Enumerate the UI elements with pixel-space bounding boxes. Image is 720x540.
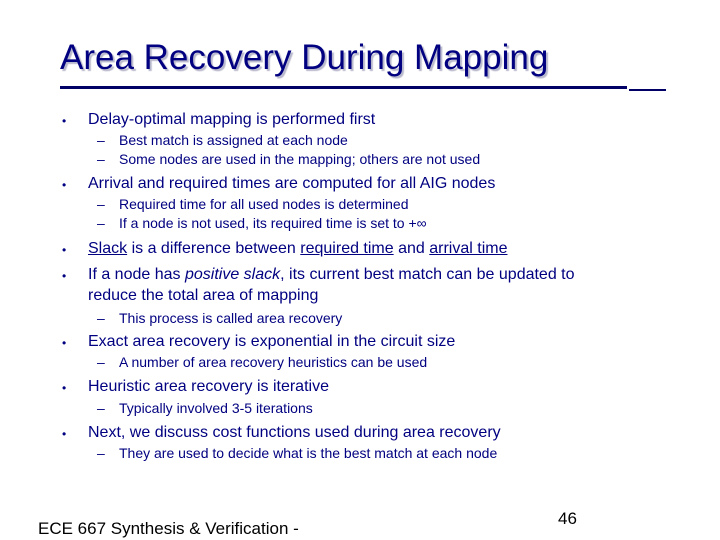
bullet-marker: • (62, 243, 67, 257)
dash-marker: – (97, 215, 105, 231)
text-fragment: is a difference between (127, 240, 301, 257)
bullet-delay-optimal-mapping: Delay-optimal mapping is performed first (88, 111, 376, 128)
dash-marker: – (97, 310, 105, 326)
sub-bullet-decide-best-match (97, 445, 497, 461)
term-positive-slack: positive slack (184, 266, 281, 283)
bullet-cost-functions: Next, we discuss cost functions used during area recovery (88, 424, 501, 441)
sub-bullet-required-time-unused (97, 215, 427, 231)
bullet-marker: • (62, 269, 67, 283)
bullet-slack-definition (88, 240, 507, 258)
term-arrival-time: arrival time (429, 240, 508, 257)
sub-bullet-iterations (97, 400, 313, 416)
sub-bullet-text: Required time for all used nodes is determined (119, 196, 409, 212)
sub-bullet-text: Some nodes are used in the mapping; others are not used (119, 151, 481, 167)
bullet-positive-slack (88, 266, 575, 284)
sub-bullet-text: Best match is assigned at each node (119, 132, 348, 148)
sub-bullet-text: They are used to decide what is the best match at each node (119, 445, 498, 461)
dash-marker: – (97, 151, 105, 167)
sub-bullet-text: Typically involved 3-5 iterations (119, 400, 313, 416)
dash-marker: – (97, 445, 105, 461)
text-fragment: If a node has (88, 266, 185, 283)
slide-title: Area Recovery During Mapping (60, 38, 549, 77)
slide-footer: ECE 667 Synthesis & Verification - (38, 519, 299, 538)
dash-marker: – (97, 400, 105, 416)
bullet-arrival-required-times: Arrival and required times are computed for all AIG nodes (88, 175, 496, 192)
bullet-exact-area-recovery: Exact area recovery is exponential in the circuit size (88, 333, 456, 350)
dash-marker: – (97, 354, 105, 370)
page-number: 46 (558, 509, 577, 528)
title-underline (60, 86, 627, 89)
sub-bullet-text: A number of area recovery heuristics can be used (119, 354, 428, 370)
sub-bullet-text: If a node is not used, its required time is set to +∞ (119, 215, 427, 231)
bullet-marker: • (62, 178, 67, 192)
bullet-marker: • (62, 336, 67, 350)
bullet-marker: • (62, 381, 67, 395)
bullet-positive-slack-continuation: reduce the total area of mapping (88, 287, 319, 304)
sub-bullet-nodes-used (97, 151, 480, 167)
text-fragment: and (393, 240, 430, 257)
bullet-marker: • (62, 427, 67, 441)
sub-bullet-text: This process is called area recovery (119, 310, 343, 326)
sub-bullet-required-time-used (97, 196, 409, 212)
term-required-time: required time (300, 240, 394, 257)
dash-marker: – (97, 132, 105, 148)
dash-marker: – (97, 196, 105, 212)
bullet-heuristic-iterative: Heuristic area recovery is iterative (88, 378, 329, 395)
title-underline-tail (629, 89, 666, 91)
sub-bullet-area-recovery (97, 310, 342, 326)
sub-bullet-heuristics (97, 354, 427, 370)
term-slack: Slack (88, 240, 128, 257)
bullet-marker: • (62, 114, 67, 128)
text-fragment: , its current best match can be updated to (280, 266, 575, 283)
sub-bullet-best-match (97, 132, 348, 148)
